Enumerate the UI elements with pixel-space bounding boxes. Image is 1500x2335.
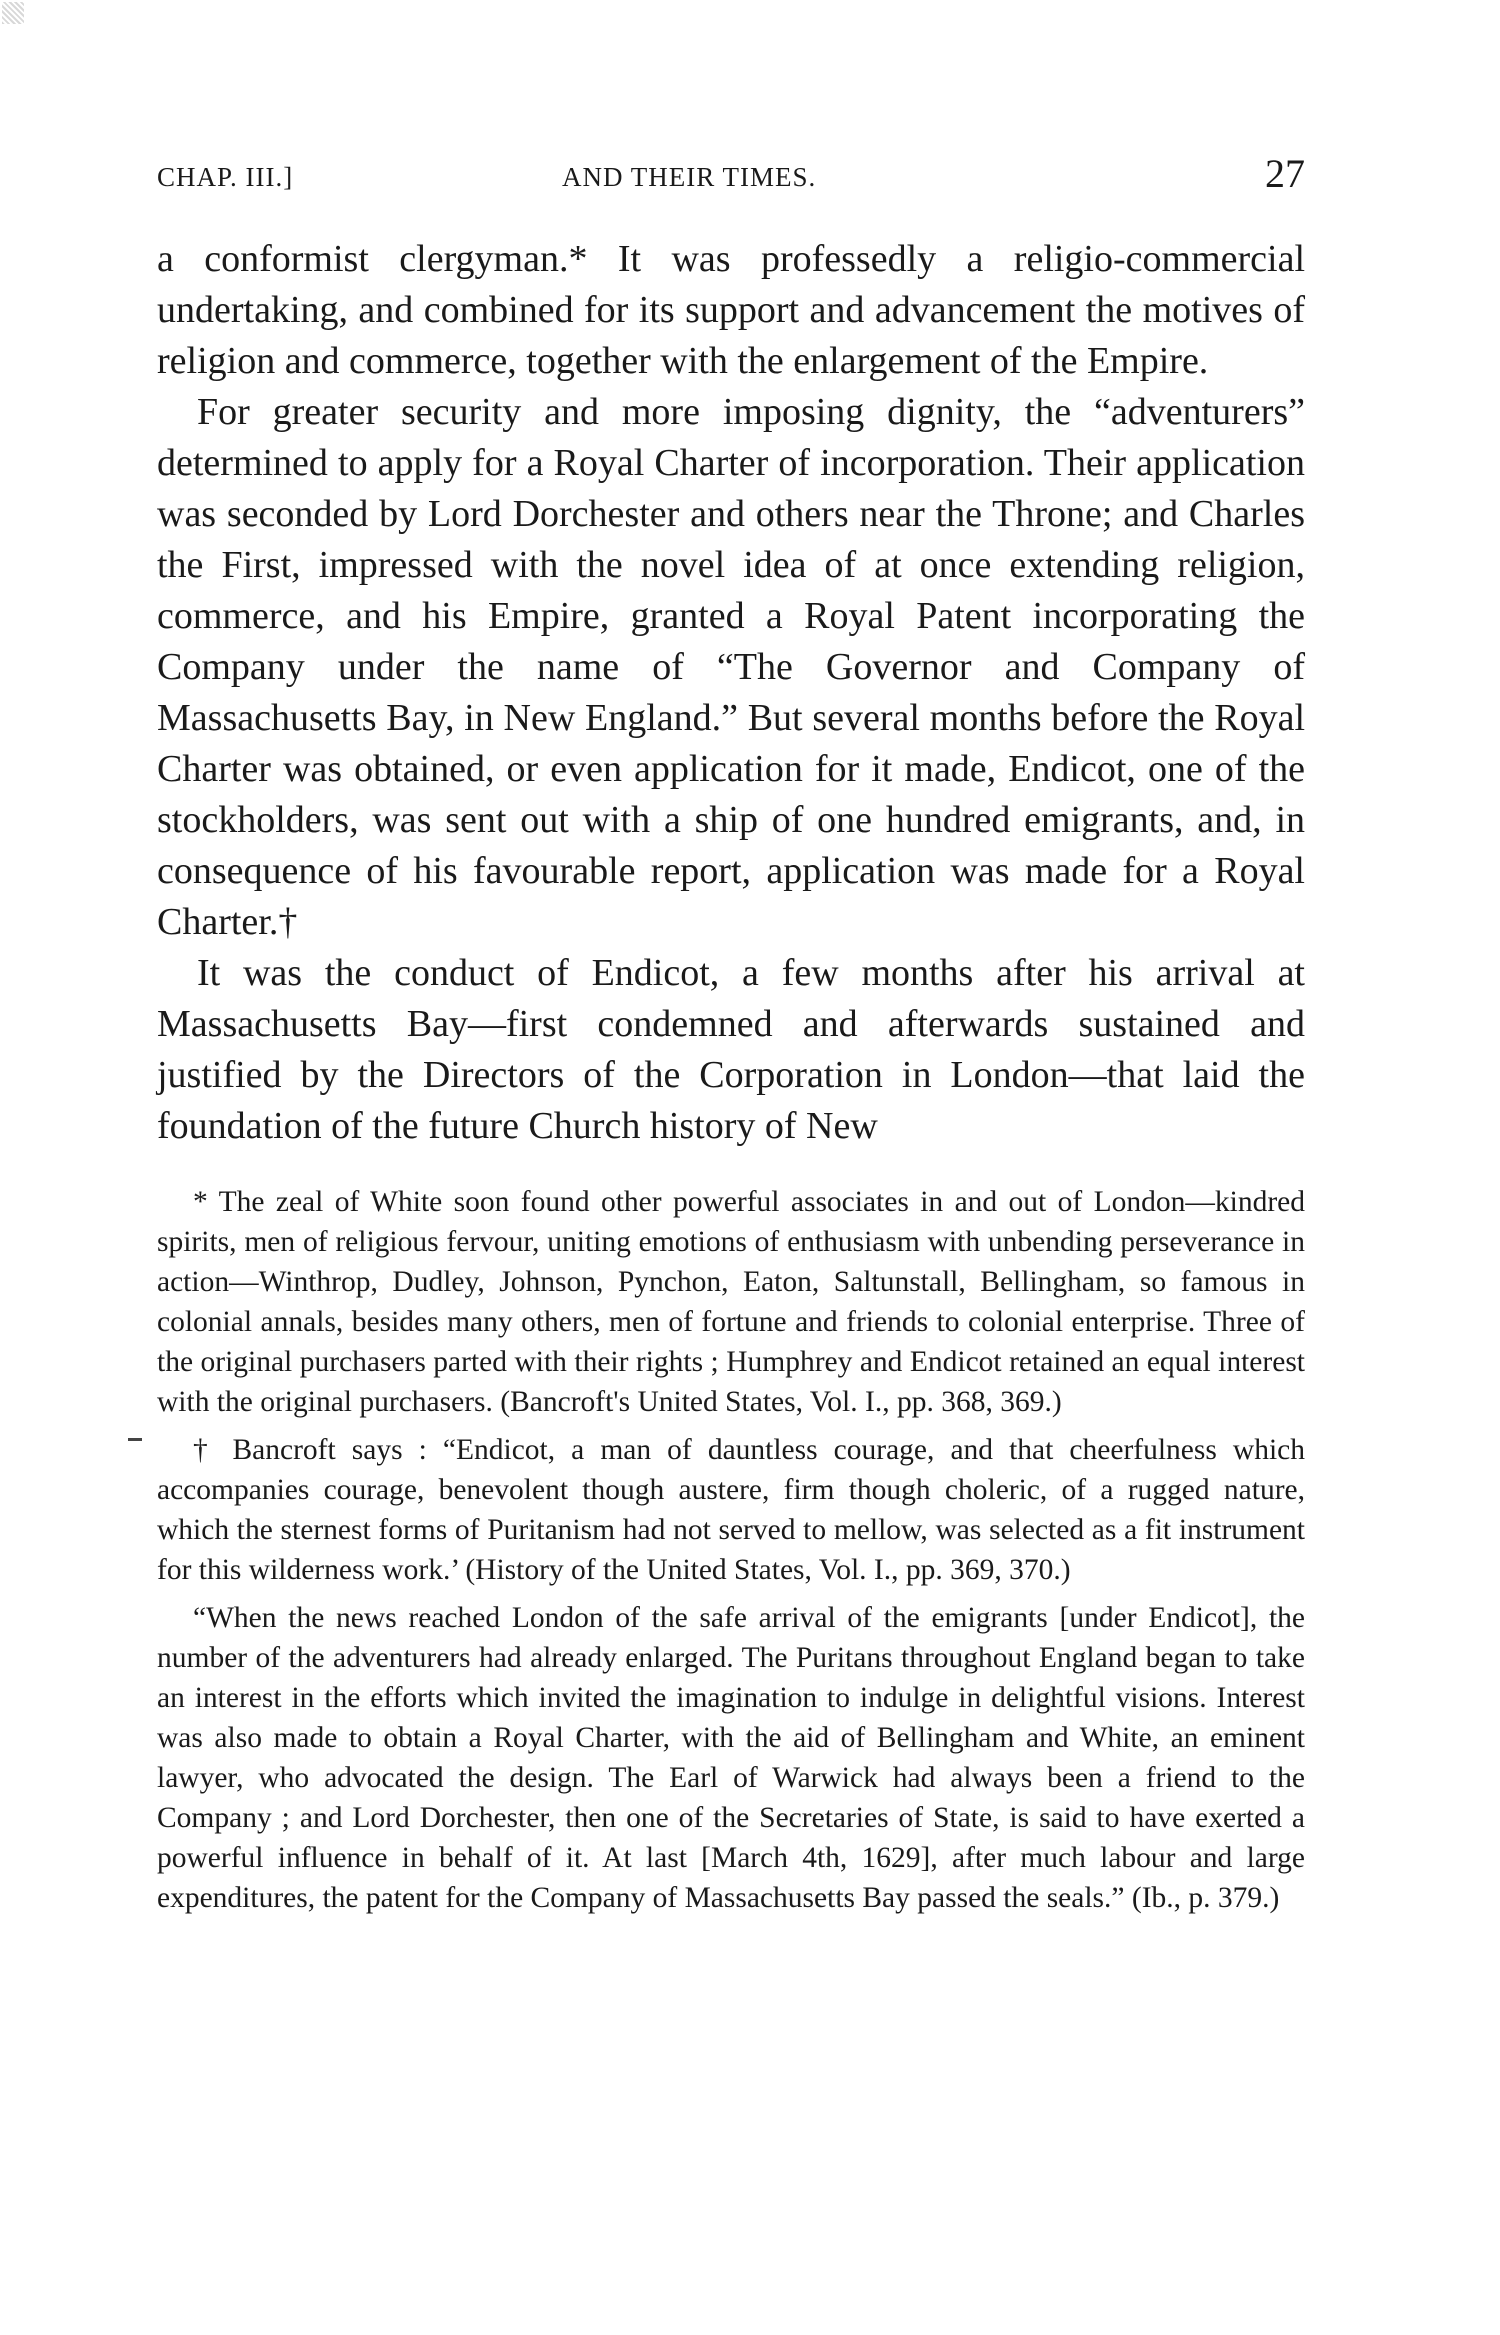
book-page xyxy=(157,150,1305,1926)
paragraph: It was the conduct of Endicot, a few months after his arrival at Massachusetts Bay—first condemned and afterwards sustained and justified by the Directors of the Corporation in London—that laid the foundation of the future Church history of New xyxy=(157,952,1305,1147)
body-text xyxy=(157,234,1305,1152)
margin-mark xyxy=(128,1438,142,1441)
footnote: “When the news reached London of the safe arrival of the emigrants [under Endicot], the number of the adventurers had already enlarged. The Puritans throughout England began to take an interest in the efforts which invited the imagination to indulge in delightful visions. Interest was also made to obtain a Royal Charter, with the aid of Bellingham and White, an eminent lawyer, who advocated the design. The Earl of Warwick had always been a friend to the Company ; and Lord Dorchester, then one of the Secretaries of State, is said to have exerted a powerful influence in behalf of it. At last [March 4th, 1629], after much labour and large expenditures, the patent for the Company of Massachusetts Bay passed the seals.” (Ib., p. 379.) xyxy=(157,1602,1305,1914)
paragraph: a conformist clergyman.* It was professedly a religio-commercial undertaking, and combined for its support and advancement the motives of religion and commerce, together with the enlargement of the Empire. xyxy=(157,238,1305,382)
footnotes xyxy=(157,1182,1305,1918)
footnote: * The zeal of White soon found other powerful associates in and out of London—kindred spirits, men of religious fervour, uniting emotions of enthusiasm with unbending perseverance in action—Winthrop, Dudley, Johnson, Pynchon, Eaton, Saltunstall, Bellingham, so famous in colonial annals, besides many others, men of fortune and friends to colonial enterprise. Three of the original purchasers parted with their rights ; Humphrey and Endicot retained an equal interest with the original purchasers. (Bancroft's United States, Vol. I., pp. 368, 369.) xyxy=(157,1186,1305,1418)
running-head xyxy=(157,150,1305,210)
paragraph: For greater security and more imposing dignity, the “adventurers” determined to apply for a Royal Charter of incorporation. Their application was seconded by Lord Dorchester and others near the Throne; and Charles the First, impressed with the novel idea of at once extending religion, commerce, and his Empire, granted a Royal Patent incorporating the Company under the name of “The Governor and Company of Massachusetts Bay, in New England.” But several months before the Royal Charter was obtained, or even application for it made, Endicot, one of the stockholders, was sent out with a ship of one hundred emigrants, and, in consequence of his favourable report, application was made for a Royal Charter.† xyxy=(157,391,1305,943)
footnote: † Bancroft says : “Endicot, a man of dauntless courage, and that cheerfulness which accompanies courage, benevolent though austere, firm though choleric, of a rugged nature, which the sternest forms of Puritanism had not served to mellow, was selected as a fit instrument for this wilderness work.’ (History of the United States, Vol. I., pp. 369, 370.) xyxy=(157,1434,1305,1586)
running-title: AND THEIR TIMES. xyxy=(562,162,817,192)
scan-artifact xyxy=(2,2,24,24)
page-number: 27 xyxy=(1265,151,1305,196)
chapter-label: CHAP. III.] xyxy=(157,162,294,192)
